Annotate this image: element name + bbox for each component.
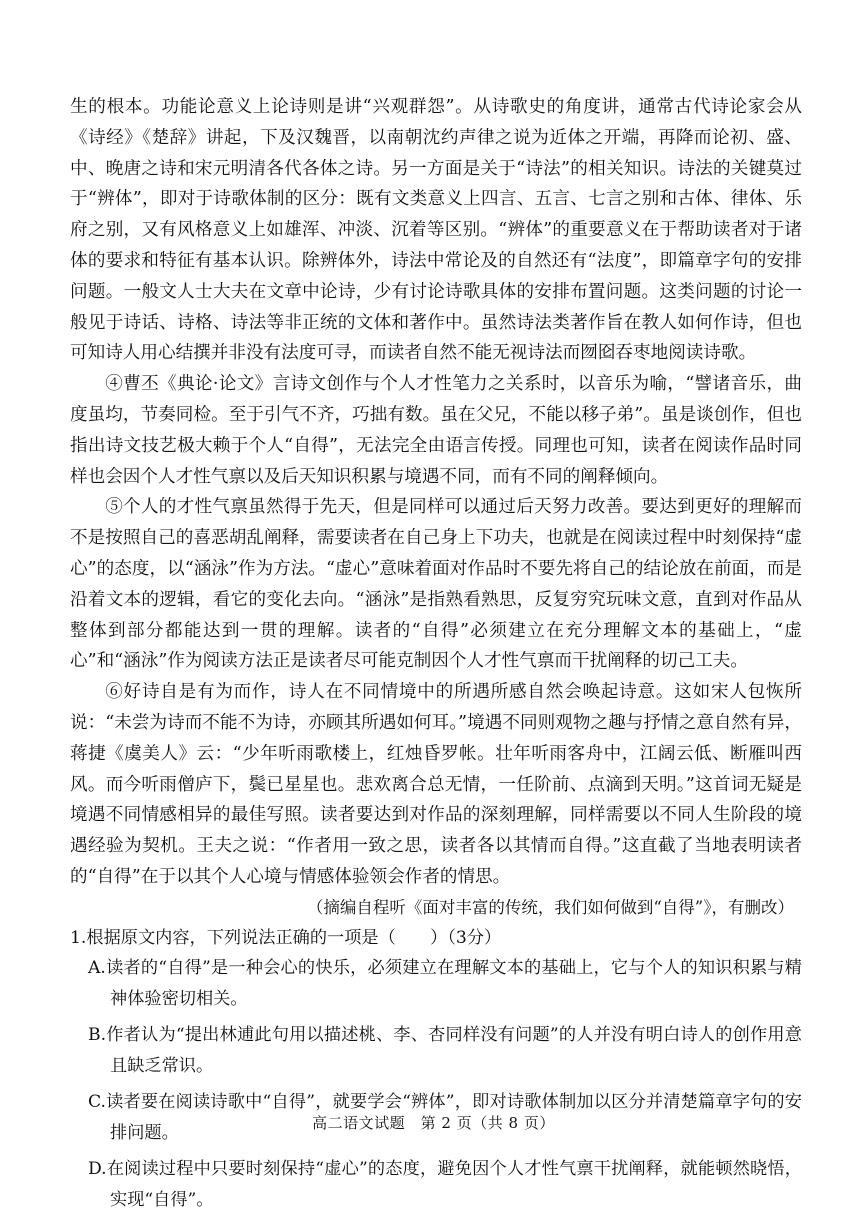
- option-c: C.读者要在阅读诗歌中“自得”，就要学会“辨体”，即对诗歌体制加以区分并清楚篇章字句的安排问题。: [88, 1092, 802, 1143]
- option-b: B.作者认为“提出林逋此句用以描述桃、李、杏同样没有问题”的人并没有明白诗人的创作用意且缺乏常识。: [88, 1025, 802, 1076]
- paragraph-4: ④曹丕《典论·论文》言诗文创作与个人才性笔力之关系时，以音乐为喻，“譬诸音乐，曲度虽均，节奏同检。至于引气不齐，巧拙有数。虽在父兄，不能以移子弟”。虽是谈创作，但也指出诗文技艺极大赖于个人“自得”，无法完全由语言传授。同理也可知，读者在阅读作品时同样也会因个人才性气禀以及后天知识积累与境遇不同，而有不同的阐释倾向。: [70, 374, 802, 487]
- option-a: A.读者的“自得”是一种会心的快乐，必须建立在理解文本的基础上，它与个人的知识积累与精神体验密切相关。: [88, 958, 802, 1009]
- exam-page-body: [70, 92, 802, 1221]
- paragraph-5: ⑤个人的才性气禀虽然得于先天，但是同样可以通过后天努力改善。要达到更好的理解而不是按照自己的喜恶胡乱阐释，需要读者在自己身上下功夫，也就是在阅读过程中时刻保持“虚心”的态度，以“涵泳”作为方法。“虚心”意味着面对作品时不要先将自己的结论放在前面，而是沿着文本的逻辑，看它的变化去向。“涵泳”是指熟看熟思，反复穷究玩味文意，直到对作品从整体到部分都能达到一贯的理解。读者的“自得”必须建立在充分理解文本的基础上，“虚心”和“涵泳”作为阅读方法正是读者尽可能克制因个人才性气禀而干扰阐释的切己工夫。: [70, 497, 802, 672]
- paragraph-6: ⑥好诗自是有为而作，诗人在不同情境中的所遇所感自然会唤起诗意。这如宋人包恢所说：“未尝为诗而不能不为诗，亦顾其所遇如何耳。”境遇不同则观物之趣与抒情之意自然有异，蒋捷《虞美人》云：“少年听雨歌楼上，红烛昏罗帐。壮年听雨客舟中，江阔云低、断雁叫西风。而今听雨僧庐下，鬓已星星也。悲欢离合总无情，一任阶前、点滴到天明。”这首词无疑是境遇不同情感相异的最佳写照。读者要达到对作品的深刻理解，同样需要以不同人生阶段的境遇经验为契机。王夫之说：“作者用一致之思，读者各以其情而自得。”这直截了当地表明读者的“自得”在于以其个人心境与情感体验领会作者的情思。: [70, 682, 802, 887]
- page-footer: 高二语文试题 第 2 页（共 8 页）: [312, 1114, 555, 1132]
- option-d: D.在阅读过程中只要时刻保持“虚心”的态度，避免因个人才性气禀干扰阐释，就能顿然晓悟，实现“自得”。: [88, 1159, 802, 1210]
- source-citation: （摘编自程听《面对丰富的传统，我们如何做到“自得”》，有删改）: [306, 897, 794, 917]
- question-stem: 1.根据原文内容，下列说法正确的一项是（ ）（3分）: [70, 927, 502, 948]
- paragraph-continuation: 生的根本。功能论意义上论诗则是讲“兴观群怨”。从诗歌史的角度讲，通常古代诗论家会从《诗经》《楚辞》讲起，下及汉魏晋，以南朝沈约声律之说为近体之开端，再降而论初、盛、中、晚唐之诗和宋元明清各代各体之诗。另一方面是关于“诗法”的相关知识。诗法的关键莫过于“辨体”，即对于诗歌体制的区分：既有文类意义上四言、五言、七言之别和古体、律体、乐府之别，又有风格意义上如雄浑、冲淡、沉着等区别。“辨体”的重要意义在于帮助读者对于诸体的要求和特征有基本认识。除辨体外，诗法中常论及的自然还有“法度”，即篇章字句的安排问题。一般文人士大夫在文章中论诗，少有讨论诗歌具体的安排布置问题。这类问题的讨论一般见于诗话、诗格、诗法等非正统的文体和著作中。虽然诗法类著作旨在教人如何作诗，但也可知诗人用心结撰并非没有法度可寻，而读者自然不能无视诗法而囫囵吞枣地阅读诗歌。: [70, 97, 802, 364]
- question-1: [70, 923, 802, 1216]
